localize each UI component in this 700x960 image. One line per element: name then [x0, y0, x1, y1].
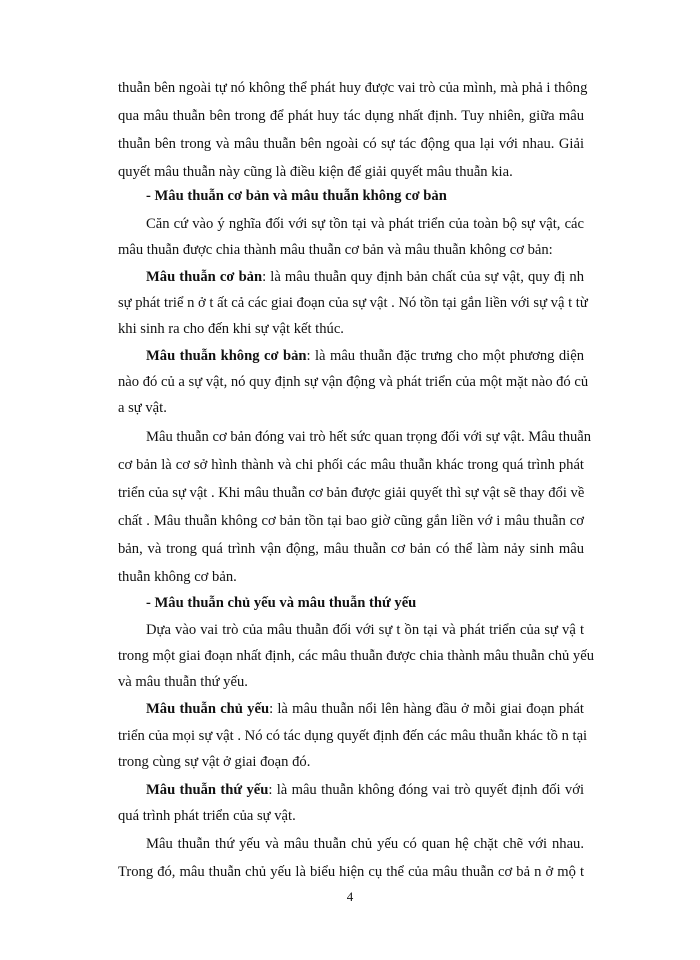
term-label: Mâu thuẫn không cơ bản: [146, 348, 307, 364]
term-first-line: [146, 781, 584, 799]
term-label: Mâu thuẫn thứ yếu: [146, 782, 269, 798]
text-line: cơ bản là cơ sở hình thành và chi phối các mâu thuẫn khác trong quá trình phát: [118, 457, 584, 473]
text-line: thuẫn bên ngoài tự nó không thể phát huy được vai trò của mình, mà phả i thông: [118, 80, 588, 96]
term-definition: : là mâu thuẫn đặc trưng cho một phương diện: [306, 348, 584, 364]
text-line: bản, và trong quá trình vận động, mâu thuẫn cơ bản có thể làm nảy sinh mâu: [118, 541, 584, 557]
text-line: a sự vật.: [118, 400, 167, 416]
text-line: Mâu thuẫn cơ bản đóng vai trò hết sức quan trọng đối với sự vật. Mâu thuẫn: [146, 429, 592, 445]
text-line: trong cùng sự vật ở giai đoạn đó.: [118, 754, 311, 770]
term-definition: : là mâu thuẫn nổi lên hàng đầu ở mỗi giai đoạn phát: [269, 701, 584, 717]
page-number: 4: [346, 889, 354, 904]
text-line: trong một giai đoạn nhất định, các mâu thuẫn được chia thành mâu thuẫn chủ yếu: [118, 648, 595, 664]
text-line: triển của mọi sự vật . Nó có tác dụng quyết định đến các mâu thuẫn khác tồ n tại: [118, 728, 588, 744]
text-line: thuẫn bên trong và mâu thuẫn bên ngoài có sự tác động qua lại với nhau. Giải: [118, 136, 584, 152]
text-line: khi sinh ra cho đến khi sự vật kết thúc.: [118, 321, 344, 337]
term-label: Mâu thuẫn chủ yếu: [146, 701, 270, 717]
text-line: qua mâu thuẫn bên trong để phát huy tác dụng nhất định. Tuy nhiên, giữa mâu: [118, 108, 584, 124]
section-heading: - Mâu thuẫn cơ bản và mâu thuẫn không cơ bản: [146, 188, 447, 204]
term-first-line: [146, 347, 584, 365]
term-definition: : là mâu thuẫn không đóng vai trò quyết định đối với: [268, 782, 584, 798]
term-first-line: [146, 268, 584, 286]
text-line: triển của sự vật . Khi mâu thuẫn cơ bản được giải quyết thì sự vật sẽ thay đổi về: [118, 485, 585, 501]
term-label: Mâu thuẫn cơ bản: [146, 269, 263, 285]
text-line: sự phát triể n ở t ất cả các giai đoạn của sự vật . Nó tồn tại gắn liền với sự vậ t từ: [118, 295, 588, 311]
text-line: chất . Mâu thuẫn không cơ bản tồn tại bao giờ cũng gắn liền vớ i mâu thuẫn cơ: [118, 513, 584, 529]
text-line: quá trình phát triển của sự vật.: [118, 808, 296, 824]
text-line: Căn cứ vào ý nghĩa đối với sự tồn tại và phát triển của toàn bộ sự vật, các: [146, 216, 584, 232]
term-first-line: [146, 700, 584, 718]
text-line: nào đó củ a sự vật, nó quy định sự vận động và phát triển của một mặt nào đó củ: [118, 374, 589, 390]
text-line: và mâu thuẫn thứ yếu.: [118, 674, 248, 690]
section-heading: - Mâu thuẫn chủ yếu và mâu thuẫn thứ yếu: [146, 595, 417, 611]
text-line: Trong đó, mâu thuẫn chủ yếu là biểu hiện cụ thể của mâu thuẫn cơ bả n ở mộ t: [118, 864, 584, 880]
text-line: mâu thuẫn được chia thành mâu thuẫn cơ bản và mâu thuẫn không cơ bản:: [118, 242, 553, 258]
text-line: Dựa vào vai trò của mâu thuẫn đối với sự t ồn tại và phát triển của sự vậ t: [146, 622, 584, 638]
term-definition: : là mâu thuẫn quy định bản chất của sự vật, quy đị nh: [262, 269, 584, 285]
text-line: quyết mâu thuẫn này cũng là điều kiện để giải quyết mâu thuẫn kia.: [118, 164, 513, 180]
text-line: Mâu thuẫn thứ yếu và mâu thuẫn chủ yếu có quan hệ chặt chẽ với nhau.: [146, 836, 584, 852]
text-line: thuẫn không cơ bản.: [118, 569, 237, 585]
